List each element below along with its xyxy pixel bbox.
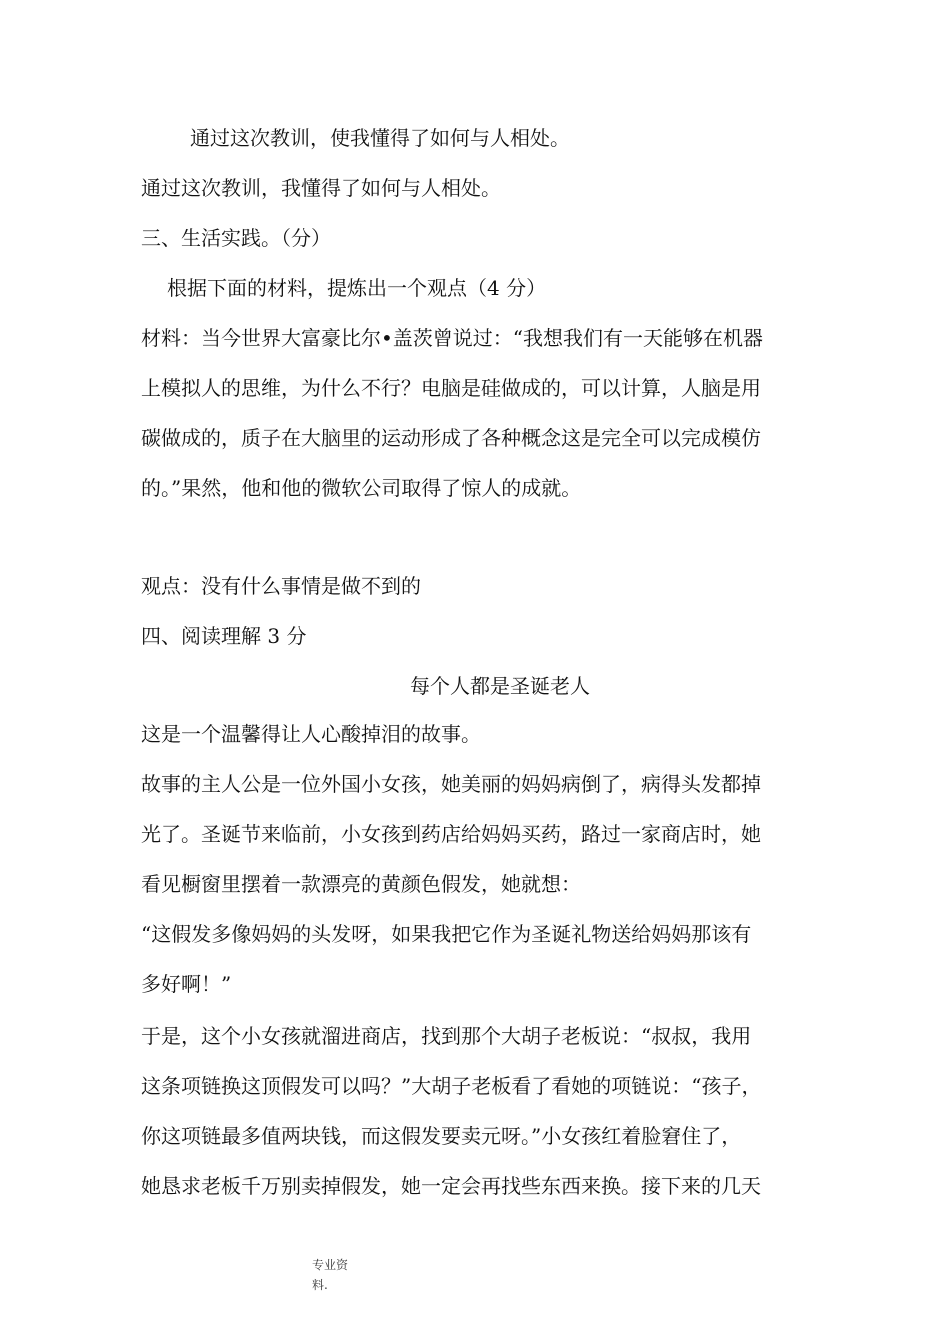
sentence-example-2: 通过这次教训，我懂得了如何与人相处。 [141,176,501,200]
story-paragraph-line-9: 你这项链最多值两块钱，而这假发要卖元呀。”小女孩红着脸窘住了， [141,1124,742,1148]
story-paragraph-line-10: 她恳求老板千万别卖掉假发，她一定会再找些东西来换。接下来的几天 [141,1174,761,1198]
section-heading-4: 四、阅读理解 3 分 [141,624,307,648]
footer-line-1: 专业资 [312,1258,349,1272]
material-paragraph-line-3: 碳做成的，质子在大脑里的运动形成了各种概念这是完全可以完成模仿 [141,426,761,450]
viewpoint-answer: 观点：没有什么事情是做不到的 [141,574,421,598]
material-paragraph-line-2: 上模拟人的思维，为什么不行？电脑是硅做成的，可以计算，人脑是用 [141,376,761,400]
story-title: 每个人都是圣诞老人 [410,674,590,698]
instruction-text: 根据下面的材料，提炼出一个观点（4 分） [167,276,547,300]
story-paragraph-line-2: 故事的主人公是一位外国小女孩，她美丽的妈妈病倒了，病得头发都掉 [141,772,761,796]
story-paragraph-line-6: 多好啊！” [141,972,232,996]
story-paragraph-line-7: 于是，这个小女孩就溜进商店，找到那个大胡子老板说：“叔叔，我用 [141,1024,752,1048]
sentence-example-1: 通过这次教训，使我懂得了如何与人相处。 [190,126,570,150]
story-paragraph-line-3: 光了。圣诞节来临前，小女孩到药店给妈妈买药，路过一家商店时，她 [141,822,761,846]
story-paragraph-line-4: 看见橱窗里摆着一款漂亮的黄颜色假发，她就想： [141,872,581,896]
material-paragraph-line-4: 的。”果然，他和他的微软公司取得了惊人的成就。 [141,476,582,500]
material-paragraph-line-1: 材料：当今世界大富豪比尔•盖茨曾说过：“我想我们有一天能够在机器 [141,326,764,350]
story-paragraph-line-8: 这条项链换这顶假发可以吗？”大胡子老板看了看她的项链说：“孩子， [141,1074,762,1098]
section-heading-3: 三、生活实践。（分） [141,226,331,250]
story-paragraph-line-1: 这是一个温馨得让人心酸掉泪的故事。 [141,722,481,746]
story-paragraph-line-5: “这假发多像妈妈的头发呀，如果我把它作为圣诞礼物送给妈妈那该有 [141,922,752,946]
footer-line-2: 料. [312,1278,328,1292]
